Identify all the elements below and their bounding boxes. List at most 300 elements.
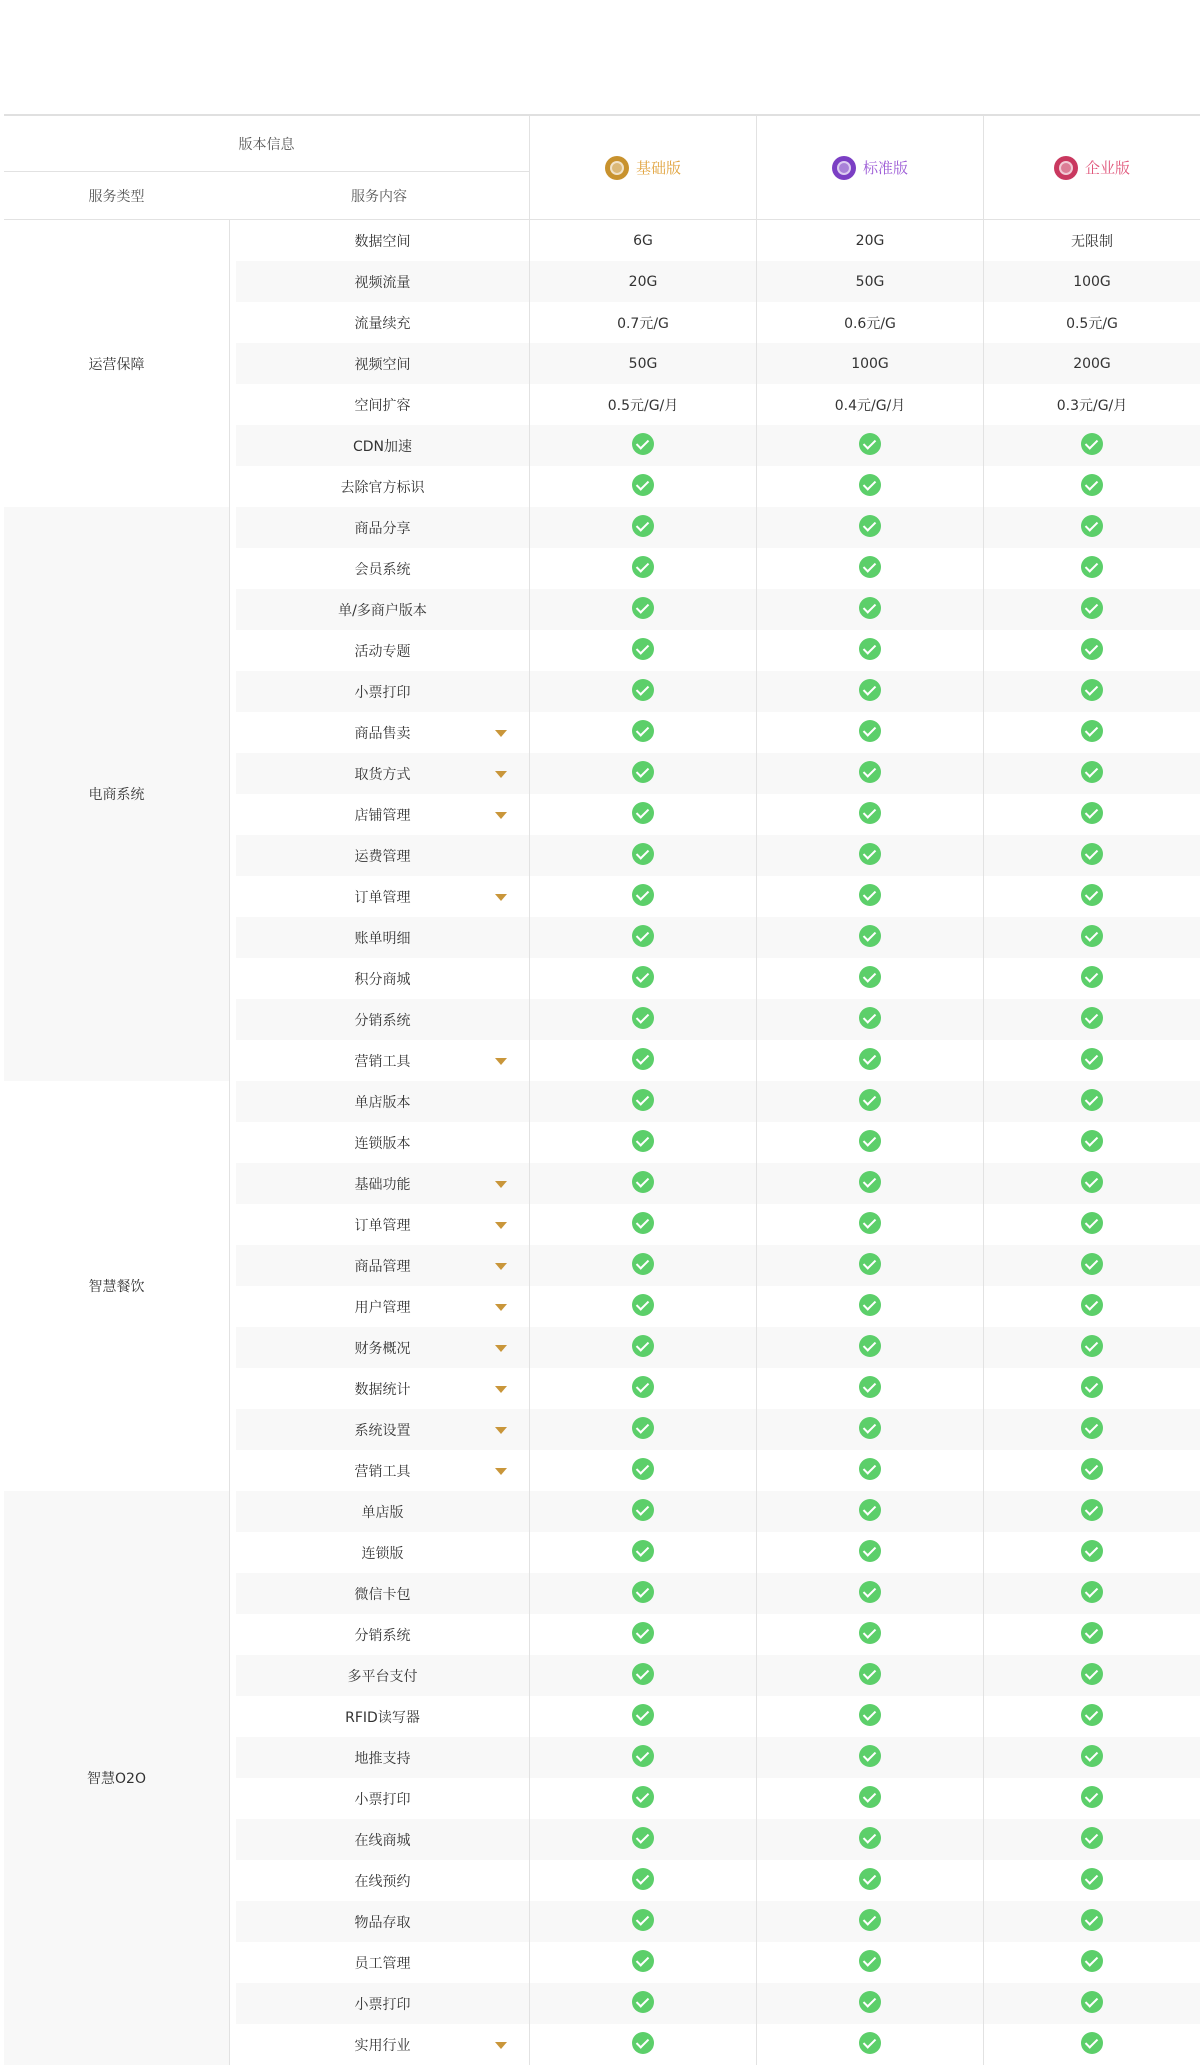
check-circle-icon — [632, 1827, 654, 1849]
check-circle-icon — [632, 2032, 654, 2054]
feature-included-cell — [757, 425, 983, 466]
table-row — [4, 425, 1200, 466]
column-divider — [983, 220, 984, 2065]
service-content-cell — [236, 1778, 529, 1819]
feature-included-cell — [984, 1901, 1200, 1942]
table-row — [4, 302, 1200, 343]
check-circle-icon — [859, 1540, 881, 1562]
service-content-cell[interactable] — [236, 1163, 529, 1204]
table-row — [4, 1983, 1200, 2024]
service-name: 账单明细 — [354, 930, 411, 947]
check-circle-icon — [1081, 843, 1103, 865]
check-circle-icon — [1081, 1827, 1103, 1849]
expand-caret-icon[interactable] — [495, 1058, 507, 1065]
plan-standard-header[interactable] — [757, 116, 983, 219]
service-name: 微信卡包 — [354, 1586, 411, 1603]
service-content-cell — [236, 466, 529, 507]
table-row — [4, 261, 1200, 302]
check-circle-icon — [859, 1950, 881, 1972]
feature-included-cell — [530, 1040, 756, 1081]
service-content-cell — [236, 1983, 529, 2024]
service-name: 视频空间 — [354, 356, 411, 373]
check-circle-icon — [859, 1007, 881, 1029]
feature-included-cell — [984, 958, 1200, 999]
check-circle-icon — [632, 515, 654, 537]
service-name: RFID读写器 — [345, 1709, 420, 1726]
feature-included-cell — [984, 548, 1200, 589]
feature-included-cell — [984, 1204, 1200, 1245]
feature-included-cell — [530, 425, 756, 466]
feature-included-cell — [757, 1737, 983, 1778]
expand-caret-icon[interactable] — [495, 812, 507, 819]
service-name: 商品分享 — [354, 520, 411, 537]
feature-included-cell — [757, 1368, 983, 1409]
check-circle-icon — [859, 1991, 881, 2013]
service-content-cell[interactable] — [236, 794, 529, 835]
check-circle-icon — [859, 1089, 881, 1111]
expand-caret-icon[interactable] — [495, 1345, 507, 1352]
check-circle-icon — [1081, 474, 1103, 496]
check-circle-icon — [632, 1048, 654, 1070]
table-row — [4, 1614, 1200, 1655]
expand-caret-icon[interactable] — [495, 2042, 507, 2049]
service-content-cell[interactable] — [236, 1245, 529, 1286]
table-row — [4, 1737, 1200, 1778]
service-content-cell — [236, 220, 529, 261]
service-name: 小票打印 — [354, 684, 411, 701]
service-content-cell — [236, 1491, 529, 1532]
check-circle-icon — [1081, 556, 1103, 578]
table-row — [4, 1409, 1200, 1450]
feature-included-cell — [757, 876, 983, 917]
service-content-header: 服务内容 — [351, 188, 407, 205]
feature-included-cell — [984, 835, 1200, 876]
service-type-label: 电商系统 — [88, 787, 145, 803]
service-name: CDN加速 — [352, 438, 413, 455]
check-circle-icon — [632, 1458, 654, 1480]
feature-included-cell — [984, 2024, 1200, 2065]
service-content-cell[interactable] — [236, 1040, 529, 1081]
table-row — [4, 1778, 1200, 1819]
table-row — [4, 2024, 1200, 2065]
check-circle-icon — [859, 597, 881, 619]
check-circle-icon — [632, 1294, 654, 1316]
service-name: 订单管理 — [354, 889, 411, 906]
service-name: 营销工具 — [354, 1463, 411, 1480]
feature-included-cell — [530, 1614, 756, 1655]
service-content-cell — [236, 671, 529, 712]
check-circle-icon — [859, 1417, 881, 1439]
service-content-cell[interactable] — [236, 1409, 529, 1450]
column-divider — [529, 220, 530, 2065]
service-name: 分销系统 — [354, 1012, 411, 1029]
service-name: 单店版本 — [354, 1094, 411, 1111]
service-content-cell[interactable] — [236, 2024, 529, 2065]
table-header — [4, 116, 1200, 220]
check-circle-icon — [1081, 1048, 1103, 1070]
feature-included-cell — [530, 1122, 756, 1163]
feature-included-cell — [530, 1204, 756, 1245]
check-circle-icon — [859, 720, 881, 742]
check-circle-icon — [859, 1622, 881, 1644]
feature-included-cell — [757, 794, 983, 835]
check-circle-icon — [1081, 761, 1103, 783]
feature-included-cell — [984, 1327, 1200, 1368]
plan-standard-label: 标准版 — [862, 159, 908, 177]
check-circle-icon — [859, 1376, 881, 1398]
check-circle-icon — [859, 966, 881, 988]
service-name: 商品管理 — [354, 1258, 411, 1275]
expand-caret-icon[interactable] — [495, 1386, 507, 1393]
table-row — [4, 1245, 1200, 1286]
service-name: 流量续充 — [354, 315, 411, 332]
feature-included-cell — [757, 1286, 983, 1327]
check-circle-icon — [859, 1253, 881, 1275]
feature-included-cell — [757, 1450, 983, 1491]
check-circle-icon — [859, 679, 881, 701]
check-circle-icon — [632, 1868, 654, 1890]
version-comparison-table — [4, 114, 1200, 2065]
feature-included-cell — [530, 1737, 756, 1778]
check-circle-icon — [859, 1827, 881, 1849]
check-circle-icon — [1081, 1335, 1103, 1357]
service-content-cell — [236, 384, 529, 425]
table-row — [4, 1204, 1200, 1245]
check-circle-icon — [632, 679, 654, 701]
feature-included-cell — [530, 1819, 756, 1860]
check-circle-icon — [632, 1335, 654, 1357]
check-circle-icon — [1081, 433, 1103, 455]
feature-included-cell — [984, 794, 1200, 835]
feature-included-cell — [530, 1491, 756, 1532]
table-row — [4, 466, 1200, 507]
feature-included-cell — [757, 999, 983, 1040]
table-row — [4, 1942, 1200, 1983]
check-circle-icon — [859, 515, 881, 537]
check-circle-icon — [1081, 1253, 1103, 1275]
table-row — [4, 999, 1200, 1040]
table-row — [4, 1040, 1200, 1081]
service-name: 用户管理 — [354, 1299, 411, 1316]
plan-value-cell: 200G — [984, 343, 1200, 384]
check-circle-icon — [632, 1663, 654, 1685]
feature-included-cell — [757, 1040, 983, 1081]
check-circle-icon — [632, 433, 654, 455]
feature-included-cell — [757, 712, 983, 753]
service-content-cell — [236, 1696, 529, 1737]
service-content-cell — [236, 835, 529, 876]
plan-value-cell: 100G — [757, 343, 983, 384]
check-circle-icon — [1081, 2032, 1103, 2054]
plan-enterprise-label: 企业版 — [1084, 159, 1130, 177]
service-name: 基础功能 — [354, 1176, 411, 1193]
plan-value-cell: 20G — [530, 261, 756, 302]
service-content-cell — [236, 958, 529, 999]
service-name: 数据空间 — [354, 233, 411, 250]
service-content-cell[interactable] — [236, 876, 529, 917]
check-circle-icon — [1081, 1376, 1103, 1398]
feature-included-cell — [530, 1245, 756, 1286]
check-circle-icon — [1081, 1704, 1103, 1726]
service-content-cell[interactable] — [236, 1286, 529, 1327]
check-circle-icon — [859, 638, 881, 660]
check-circle-icon — [632, 966, 654, 988]
expand-caret-icon[interactable] — [495, 771, 507, 778]
check-circle-icon — [859, 1130, 881, 1152]
check-circle-icon — [632, 1417, 654, 1439]
check-circle-icon — [632, 1909, 654, 1931]
check-circle-icon — [859, 925, 881, 947]
plan-value-cell: 50G — [530, 343, 756, 384]
feature-included-cell — [757, 1204, 983, 1245]
feature-included-cell — [757, 1901, 983, 1942]
service-content-cell — [236, 1614, 529, 1655]
feature-included-cell — [530, 1163, 756, 1204]
plan-value-cell: 20G — [855, 232, 885, 249]
check-circle-icon — [1081, 1458, 1103, 1480]
feature-included-cell — [984, 1491, 1200, 1532]
service-name: 多平台支付 — [347, 1668, 418, 1685]
feature-included-cell — [530, 1081, 756, 1122]
table-row — [4, 835, 1200, 876]
feature-included-cell — [757, 1245, 983, 1286]
feature-included-cell — [984, 1163, 1200, 1204]
check-circle-icon — [859, 1212, 881, 1234]
table-row — [4, 1901, 1200, 1942]
feature-included-cell — [757, 1491, 983, 1532]
feature-included-cell — [530, 1696, 756, 1737]
table-row — [4, 507, 1200, 548]
feature-included-cell — [757, 671, 983, 712]
check-circle-icon — [859, 1663, 881, 1685]
check-circle-icon — [1081, 1909, 1103, 1931]
check-circle-icon — [1081, 1130, 1103, 1152]
check-circle-icon — [632, 802, 654, 824]
service-name: 积分商城 — [354, 971, 411, 988]
version-info-header: 版本信息 — [4, 116, 529, 172]
check-circle-icon — [1081, 1499, 1103, 1521]
service-name: 小票打印 — [354, 1996, 411, 2013]
check-circle-icon — [859, 433, 881, 455]
plan-basic-header[interactable] — [530, 116, 756, 219]
feature-included-cell — [757, 1778, 983, 1819]
feature-included-cell — [984, 1409, 1200, 1450]
column-divider — [229, 220, 230, 2065]
table-row — [4, 753, 1200, 794]
feature-included-cell — [530, 958, 756, 999]
feature-included-cell — [530, 753, 756, 794]
service-content-cell — [236, 1122, 529, 1163]
service-type-label: 智慧餐饮 — [88, 1279, 145, 1295]
service-name: 连锁版 — [361, 1545, 404, 1562]
check-circle-icon — [859, 1786, 881, 1808]
service-name: 视频流量 — [354, 274, 411, 291]
feature-included-cell — [530, 589, 756, 630]
service-content-cell — [236, 261, 529, 302]
table-row — [4, 343, 1200, 384]
feature-included-cell — [984, 999, 1200, 1040]
expand-caret-icon[interactable] — [495, 730, 507, 737]
check-circle-icon — [1081, 679, 1103, 701]
feature-included-cell — [530, 1532, 756, 1573]
check-circle-icon — [1081, 1950, 1103, 1972]
service-content-cell — [236, 1819, 529, 1860]
feature-included-cell — [984, 1040, 1200, 1081]
check-circle-icon — [632, 556, 654, 578]
check-circle-icon — [632, 474, 654, 496]
feature-included-cell — [757, 507, 983, 548]
feature-included-cell — [984, 1122, 1200, 1163]
check-circle-icon — [1081, 1581, 1103, 1603]
feature-included-cell — [530, 2024, 756, 2065]
table-row — [4, 1655, 1200, 1696]
service-content-cell[interactable] — [236, 712, 529, 753]
check-circle-icon — [1081, 1294, 1103, 1316]
check-circle-icon — [859, 1499, 881, 1521]
service-name: 商品售卖 — [354, 725, 411, 742]
check-circle-icon — [859, 1581, 881, 1603]
service-name: 员工管理 — [354, 1955, 411, 1972]
table-row — [4, 1819, 1200, 1860]
service-name: 会员系统 — [354, 561, 411, 578]
expand-caret-icon[interactable] — [495, 894, 507, 901]
service-name: 实用行业 — [354, 2037, 411, 2054]
table-row — [4, 384, 1200, 425]
service-content-cell[interactable] — [236, 1204, 529, 1245]
expand-caret-icon[interactable] — [495, 1181, 507, 1188]
feature-included-cell — [757, 1983, 983, 2024]
expand-caret-icon[interactable] — [495, 1304, 507, 1311]
feature-included-cell — [530, 1655, 756, 1696]
service-content-cell[interactable] — [236, 753, 529, 794]
check-circle-icon — [1081, 802, 1103, 824]
plan-value-cell: 100G — [984, 261, 1200, 302]
check-circle-icon — [1081, 925, 1103, 947]
table-row — [4, 1122, 1200, 1163]
feature-included-cell — [530, 999, 756, 1040]
check-circle-icon — [632, 1991, 654, 2013]
feature-included-cell — [530, 1942, 756, 1983]
check-circle-icon — [632, 1171, 654, 1193]
service-name: 系统设置 — [354, 1422, 411, 1439]
service-content-cell — [236, 1737, 529, 1778]
check-circle-icon — [859, 1909, 881, 1931]
check-circle-icon — [859, 843, 881, 865]
feature-included-cell — [984, 1081, 1200, 1122]
feature-included-cell — [984, 1573, 1200, 1614]
feature-included-cell — [984, 1450, 1200, 1491]
plan-value-cell: 0.5元/G — [1066, 315, 1118, 332]
service-content-cell — [236, 1860, 529, 1901]
feature-included-cell — [530, 794, 756, 835]
service-name: 地推支持 — [354, 1750, 411, 1767]
feature-included-cell — [757, 1573, 983, 1614]
feature-included-cell — [530, 917, 756, 958]
check-circle-icon — [1081, 1007, 1103, 1029]
table-row — [4, 589, 1200, 630]
feature-included-cell — [530, 876, 756, 917]
feature-included-cell — [530, 548, 756, 589]
service-name: 小票打印 — [354, 1791, 411, 1808]
check-circle-icon — [1081, 1417, 1103, 1439]
check-circle-icon — [632, 720, 654, 742]
service-content-cell — [236, 343, 529, 384]
check-circle-icon — [859, 1294, 881, 1316]
check-circle-icon — [632, 1581, 654, 1603]
service-name: 订单管理 — [354, 1217, 411, 1234]
feature-included-cell — [757, 1409, 983, 1450]
table-row — [4, 630, 1200, 671]
plan-value-cell: 无限制 — [1071, 233, 1113, 250]
service-content-cell — [236, 425, 529, 466]
service-content-cell — [236, 589, 529, 630]
expand-caret-icon[interactable] — [495, 1263, 507, 1270]
check-circle-icon — [632, 638, 654, 660]
feature-included-cell — [984, 1655, 1200, 1696]
check-circle-icon — [632, 925, 654, 947]
service-content-cell — [236, 1901, 529, 1942]
check-circle-icon — [1081, 966, 1103, 988]
feature-included-cell — [984, 712, 1200, 753]
service-content-cell[interactable] — [236, 1368, 529, 1409]
feature-included-cell — [757, 917, 983, 958]
plan-value-cell: 0.4元/G/月 — [834, 397, 906, 414]
check-circle-icon — [1081, 1212, 1103, 1234]
check-circle-icon — [632, 1089, 654, 1111]
check-circle-icon — [1081, 597, 1103, 619]
service-content-cell[interactable] — [236, 1327, 529, 1368]
feature-included-cell — [530, 1860, 756, 1901]
plan-value-cell: 0.3元/G/月 — [1056, 397, 1128, 414]
feature-included-cell — [757, 1942, 983, 1983]
feature-included-cell — [530, 835, 756, 876]
feature-included-cell — [984, 1614, 1200, 1655]
check-circle-icon — [1081, 1171, 1103, 1193]
plan-enterprise-header[interactable] — [984, 116, 1200, 219]
table-row — [4, 1573, 1200, 1614]
service-content-cell[interactable] — [236, 1450, 529, 1491]
check-circle-icon — [859, 1458, 881, 1480]
check-circle-icon — [632, 597, 654, 619]
table-row — [4, 1081, 1200, 1122]
service-content-cell — [236, 1573, 529, 1614]
feature-included-cell — [984, 1983, 1200, 2024]
expand-caret-icon[interactable] — [495, 1427, 507, 1434]
expand-caret-icon[interactable] — [495, 1468, 507, 1475]
feature-included-cell — [530, 1286, 756, 1327]
check-circle-icon — [859, 1171, 881, 1193]
service-name: 单/多商户版本 — [338, 602, 427, 619]
check-circle-icon — [1081, 1540, 1103, 1562]
feature-included-cell — [984, 507, 1200, 548]
feature-included-cell — [757, 1655, 983, 1696]
check-circle-icon — [632, 884, 654, 906]
check-circle-icon — [632, 1007, 654, 1029]
feature-included-cell — [530, 1409, 756, 1450]
feature-included-cell — [984, 1532, 1200, 1573]
expand-caret-icon[interactable] — [495, 1222, 507, 1229]
column-divider — [756, 220, 757, 2065]
plan-value-cell: 50G — [757, 261, 983, 302]
feature-included-cell — [757, 1696, 983, 1737]
table-row — [4, 712, 1200, 753]
service-name: 在线商城 — [354, 1832, 411, 1849]
service-content-cell — [236, 630, 529, 671]
service-content-cell — [236, 548, 529, 589]
service-name: 单店版 — [361, 1504, 404, 1521]
feature-included-cell — [984, 917, 1200, 958]
table-row — [4, 1696, 1200, 1737]
